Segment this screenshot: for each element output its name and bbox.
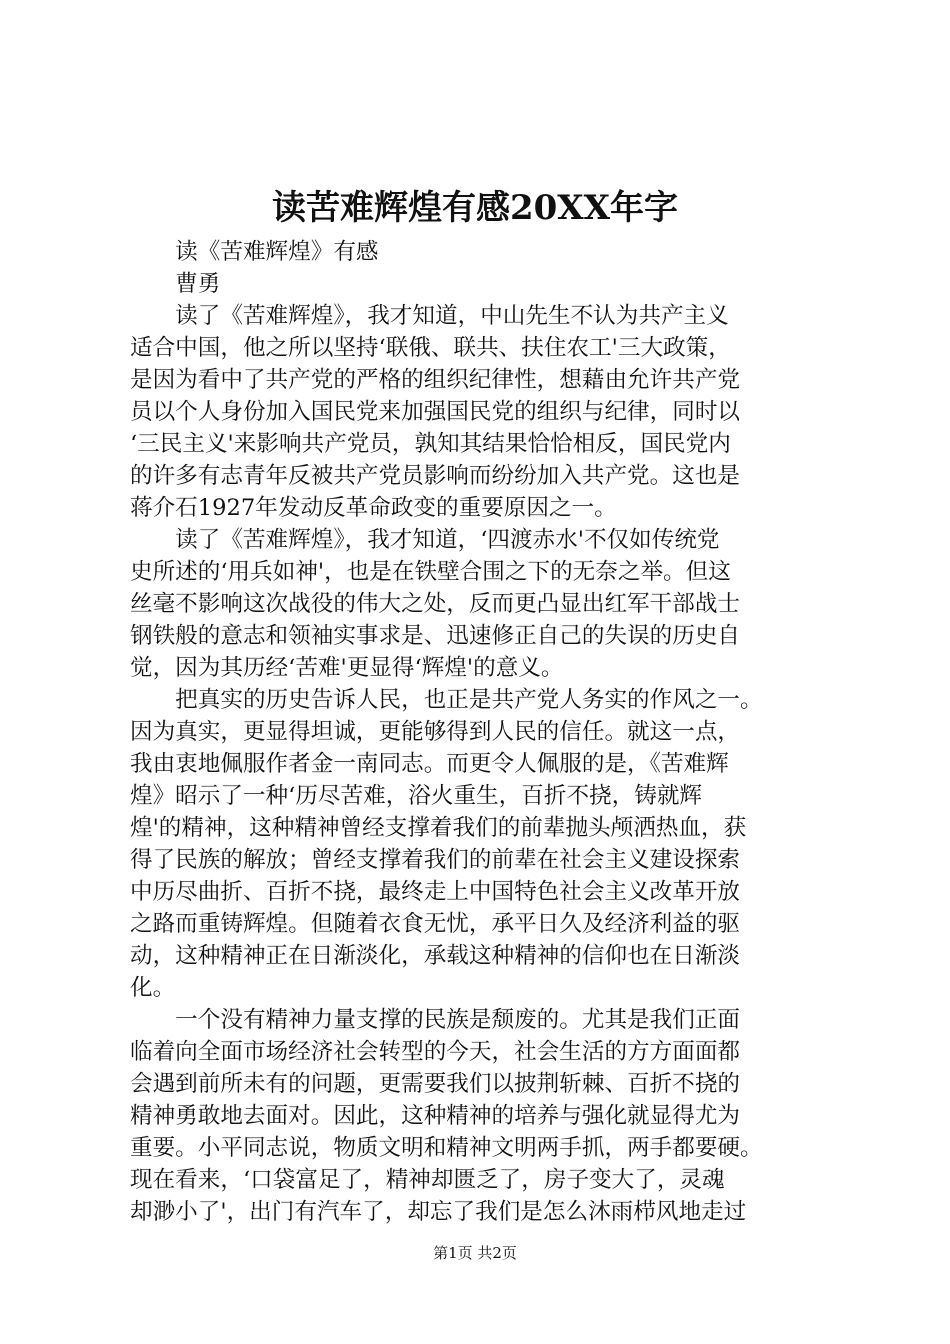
body-line: 我由衷地佩服作者金一南同志。而更令人佩服的是，《苦难辉	[130, 751, 729, 777]
body-line: 重要。小平同志说，物质文明和精神文明两手抓，两手都要硬。	[130, 1135, 763, 1161]
body-line: 钢铁般的意志和领袖实事求是、迅速修正自己的失误的历史自	[130, 623, 741, 649]
body-line: 动，这种精神正在日渐淡化，承载这种精神的信仰也在日渐淡	[130, 943, 741, 969]
document-title: 读苦难辉煌有感20XX年字	[271, 188, 679, 228]
body-line: 一个没有精神力量支撑的民族是颓废的。尤其是我们正面	[130, 1007, 741, 1033]
body-line: 会遇到前所未有的问题，更需要我们以披荆斩棘、百折不挠的	[130, 1071, 741, 1097]
body-line: 读《苦难辉煌》有感	[130, 239, 379, 265]
body-line: 得了民族的解放；曾经支撑着我们的前辈在社会主义建设探索	[130, 847, 741, 873]
body-line: 觉，因为其历经‘苦难'更显得‘辉煌'的意义。	[130, 655, 564, 681]
body-line: 化。	[130, 975, 176, 1001]
body-line: 煌》昭示了一种‘历尽苦难，浴火重生，百折不挠，铸就辉	[130, 783, 703, 809]
body-line: 蒋介石1927年发动反革命政变的重要原因之一。	[130, 495, 617, 521]
body-line: 的许多有志青年反被共产党员影响而纷纷加入共产党。这也是	[130, 463, 741, 489]
body-line: 临着向全面市场经济社会转型的今天，社会生活的方方面面都	[130, 1039, 741, 1065]
body-line: 读了《苦难辉煌》，我才知道，中山先生不认为共产主义	[130, 303, 729, 329]
body-line: ‘三民主义'来影响共产党员，孰知其结果恰恰相反，国民党内	[130, 431, 731, 457]
body-line: 员以个人身份加入国民党来加强国民党的组织与纪律，同时以	[130, 399, 741, 425]
body-line: 之路而重铸辉煌。但随着衣食无忧，承平日久及经济利益的驱	[130, 911, 741, 937]
body-line: 曹勇	[130, 271, 221, 297]
document-body	[130, 236, 842, 1228]
body-line: 是因为看中了共产党的严格的组织纪律性，想藉由允许共产党	[130, 367, 741, 393]
body-line: 丝毫不影响这次战役的伟大之处，反而更凸显出红军干部战士	[130, 591, 741, 617]
page-footer: 第1页 共2页	[433, 1244, 517, 1262]
body-line: 煌'的精神，这种精神曾经支撑着我们的前辈抛头颅洒热血，获	[130, 815, 747, 841]
body-line: 把真实的历史告诉人民，也正是共产党人务实的作风之一。	[130, 687, 763, 713]
body-line: 却渺小了'，出门有汽车了，却忘了我们是怎么沐雨栉风地走过	[130, 1199, 747, 1225]
body-line: 读了《苦难辉煌》，我才知道，‘四渡赤水'不仅如传统党	[130, 527, 720, 553]
body-line: 因为真实，更显得坦诚，更能够得到人民的信任。就这一点，	[130, 719, 741, 745]
body-line: 中历尽曲折、百折不挠，最终走上中国特色社会主义改革开放	[130, 879, 741, 905]
body-line: 精神勇敢地去面对。因此，这种精神的培养与强化就显得尤为	[130, 1103, 741, 1129]
body-line: 史所述的‘用兵如神'，也是在铁壁合围之下的无奈之举。但这	[130, 559, 731, 585]
body-line: 现在看来，‘口袋富足了，精神却匮乏了，房子变大了，灵魂	[130, 1167, 725, 1193]
body-line: 适合中国，他之所以坚持‘联俄、联共、扶住农工'三大政策，	[130, 335, 731, 361]
